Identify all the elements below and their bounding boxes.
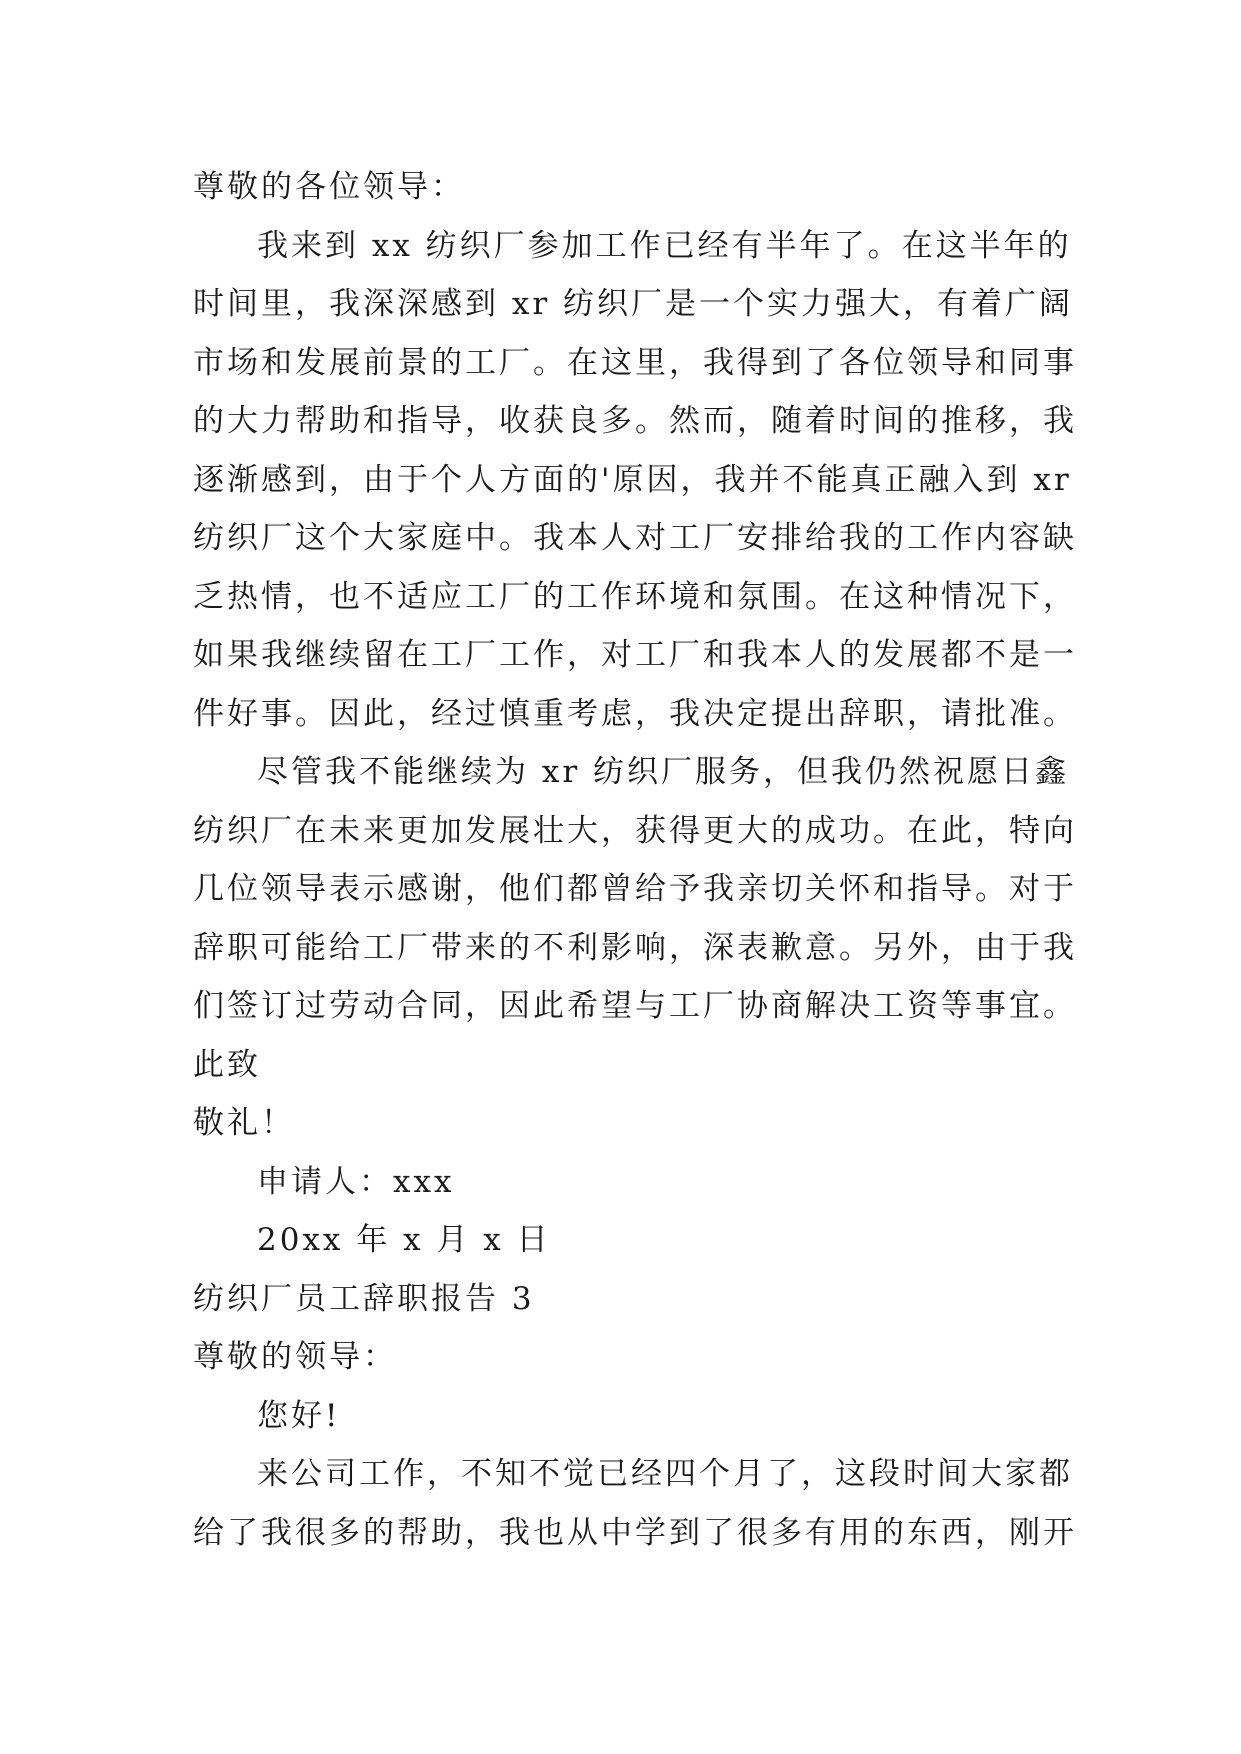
section-title: 纺织厂员工辞职报告 3 <box>193 1280 535 1317</box>
paragraph-line: 几位领导表示感谢，他们都曾给予我亲切关怀和指导。对于 <box>193 871 1077 907</box>
paragraph-line: 辞职可能给工厂带来的不利影响，深表歉意。另外，由于我 <box>193 929 1077 966</box>
paragraph-line: 乏热情，也不适应工厂的工作环境和氛围。在这种情况下， <box>193 578 1077 615</box>
paragraph-line: 纺织厂在未来更加发展壮大，获得更大的成功。在此，特向 <box>193 812 1077 849</box>
paragraph-line: 给了我很多的帮助，我也从中学到了很多有用的东西，刚开 <box>193 1514 1077 1551</box>
closing-line: 此致 <box>193 1046 261 1083</box>
document-body <box>193 158 1077 1562</box>
paragraph-line: 逐渐感到，由于个人方面的'原因，我并不能真正融入到 xr <box>193 461 1072 498</box>
applicant-line: 申请人：xxx <box>257 1163 455 1200</box>
closing-line: 敬礼！ <box>193 1105 295 1141</box>
paragraph-line: 市场和发展前景的工厂。在这里，我得到了各位领导和同事 <box>193 344 1077 381</box>
date-line: 20xx 年 x 月 x 日 <box>257 1222 551 1258</box>
paragraph-line: 们签订过劳动合同，因此希望与工厂协商解决工资等事宜。 <box>193 988 1077 1024</box>
paragraph-line: 来公司工作，不知不觉已经四个月了，这段时间大家都 <box>257 1456 1073 1492</box>
paragraph-line: 纺织厂这个大家庭中。我本人对工厂安排给我的工作内容缺 <box>193 520 1077 556</box>
paragraph-line: 如果我继续留在工厂工作，对工厂和我本人的发展都不是一 <box>193 637 1077 673</box>
paragraph-line: 时间里，我深深感到 xr 纺织厂是一个实力强大，有着广阔 <box>193 286 1074 322</box>
salutation-line: 尊敬的各位领导： <box>193 169 465 205</box>
paragraph-line: 我来到 xx 纺织厂参加工作已经有半年了。在这半年的 <box>257 227 1072 264</box>
paragraph-line: 的大力帮助和指导，收获良多。然而，随着时间的推移，我 <box>193 403 1077 439</box>
paragraph-line: 尽管我不能继续为 xr 纺织厂服务，但我仍然祝愿日鑫 <box>257 754 1070 790</box>
paragraph-line: 件好事。因此，经过慎重考虑，我决定提出辞职，请批准。 <box>193 695 1077 732</box>
salutation-line: 尊敬的领导： <box>193 1339 397 1375</box>
greeting-line: 您好! <box>257 1397 341 1434</box>
